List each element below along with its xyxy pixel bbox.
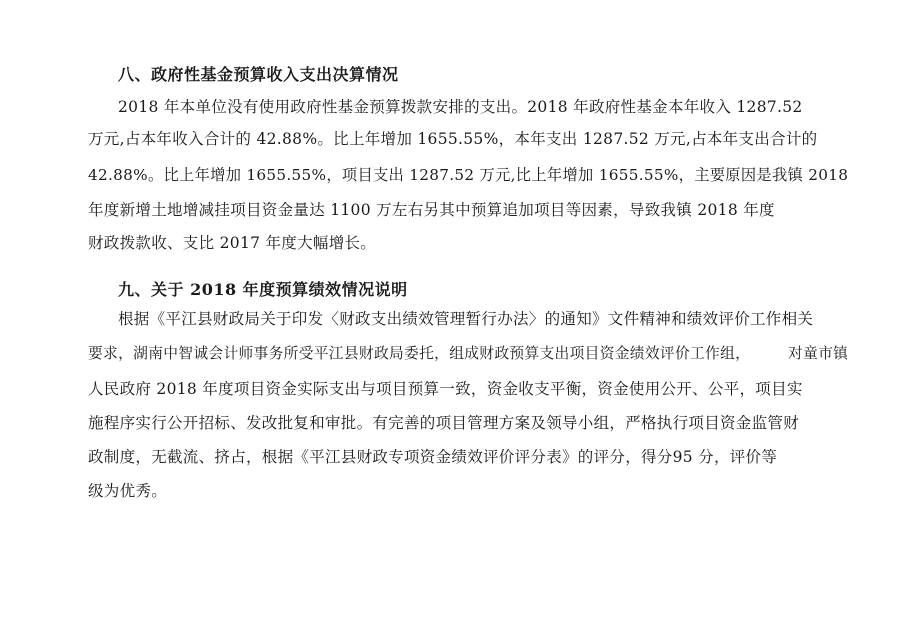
section-9-line-1: 根据《平江县财政局关于印发〈财政支出绩效管理暂行办法〉的通知》文件精神和绩效评价工作相关 (118, 310, 814, 328)
section-9-heading: 九、关于 2018 年度预算绩效情况说明 (118, 280, 408, 299)
section-8-line-1: 2018 年本单位没有使用政府性基金预算拨款安排的支出。2018 年政府性基金本年收入 1287.52 (118, 98, 803, 116)
section-8-line-2: 万元,占本年收入合计的 42.88%。比上年增加 1655.55%，本年支出 1287.52 万元,占本年支出合计的 (88, 130, 818, 148)
section-8-heading: 八、政府性基金预算收入支出决算情况 (118, 65, 399, 84)
section-9-line-5: 政制度，无截流、挤占，根据《平江县财政专项资金绩效评价评分表》的评分，得分95 分，评价等 (88, 448, 778, 466)
section-9-line-6: 级为优秀。 (88, 482, 168, 500)
section-8-line-3: 42.88%。比上年增加 1655.55%，项目支出 1287.52 万元,比上年增加 1655.55%，主要原因是我镇 2018 (88, 166, 849, 184)
section-8-line-5: 财政拨款收、支比 2017 年度大幅增长。 (88, 234, 377, 252)
section-9-line-3: 人民政府 2018 年度项目资金实际支出与项目预算一致，资金收支平衡，资金使用公开、公平，项目实 (88, 380, 803, 398)
section-9-line-2: 要求，湖南中智诚会计师事务所受平江县财政局委托，组成财政预算支出项目资金绩效评价工作组， 对童市镇 (88, 345, 849, 362)
section-8-line-4: 年度新增土地增减挂项目资金量达 1100 万左右另其中预算追加项目等因素，导致我镇 2018 年度 (88, 201, 775, 219)
section-9-line-4: 施程序实行公开招标、发改批复和审批。有完善的项目管理方案及领导小组，严格执行项目资金监管财 (88, 414, 800, 432)
